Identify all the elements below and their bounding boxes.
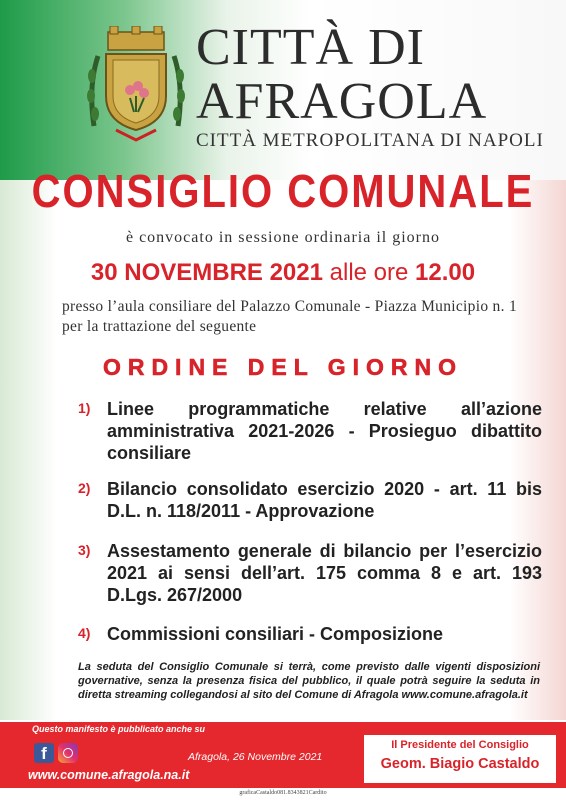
agenda-item-number: 3) [78,542,91,558]
agenda-heading-text: ORDINE DEL GIORNO [102,354,464,380]
president-name: Geom. Biagio Castaldo [380,756,540,772]
meeting-date-at: alle ore [329,259,409,286]
agenda-item-text: Assestamento generale di bilancio per l’esercizio 2021 ai sensi dell’art. 175 comma 8 e art. 193 D.Lgs. 267/2000 [107,541,542,605]
meeting-date-day: 30 NOVEMBRE 2021 [90,259,323,286]
coat-of-arms-icon [86,26,186,144]
agenda-item-number: 4) [78,625,91,641]
publication-date: Afragola, 26 Novembre 2021 [188,751,323,763]
president-title: Il Presidente del Consiglio [391,739,529,751]
city-title [196,19,488,130]
notice-title: CONSIGLIO COMUNALE [31,166,535,218]
city-subtitle: CITTÀ METROPOLITANA DI NAPOLI [196,130,544,151]
city-title-line2: AFRAGOLA [196,73,488,130]
agenda-item-text: Linee programmatiche relative all’azione amministrativa 2021-2026 - Prosieguo dibattito consiliare [107,399,542,463]
published-label: Questo manifesto è pubblicato anche su [32,724,206,734]
agenda-heading [0,354,566,381]
agenda-item-number: 2) [78,480,91,496]
city-title-line1: CITTÀ DI [196,19,425,76]
agenda-item-text: Bilancio consolidato esercizio 2020 - art. 11 bis D.L. n. 118/2011 - Approvazione [107,479,542,521]
meeting-location: presso l’aula consiliare del Palazzo Comunale - Piazza Municipio n. 1 per la trattazione del seguente [62,298,517,335]
print-credit: graficaCastaldo081.8343821Cardito [239,790,327,796]
agenda-item-text: Commissioni consiliari - Composizione [107,624,444,644]
instagram-icon[interactable] [58,743,78,763]
meeting-date [0,259,566,287]
facebook-icon[interactable]: f [34,743,54,763]
agenda-item-number: 1) [78,400,91,416]
meeting-time: 12.00 [415,259,476,286]
streaming-note: La seduta del Consiglio Comunale si terrà, come previsto dalle vigenti disposizioni governative, senza la presenza fisica del pubblico, il quale potrà seguire la seduta in diretta streaming collegandosi al sito del Comune di Afragola www.comune.afragola.it [78,661,540,701]
website-link[interactable]: www.comune.afragola.na.it [28,768,190,782]
convened-text: è convocato in sessione ordinaria il giorno [125,229,441,246]
